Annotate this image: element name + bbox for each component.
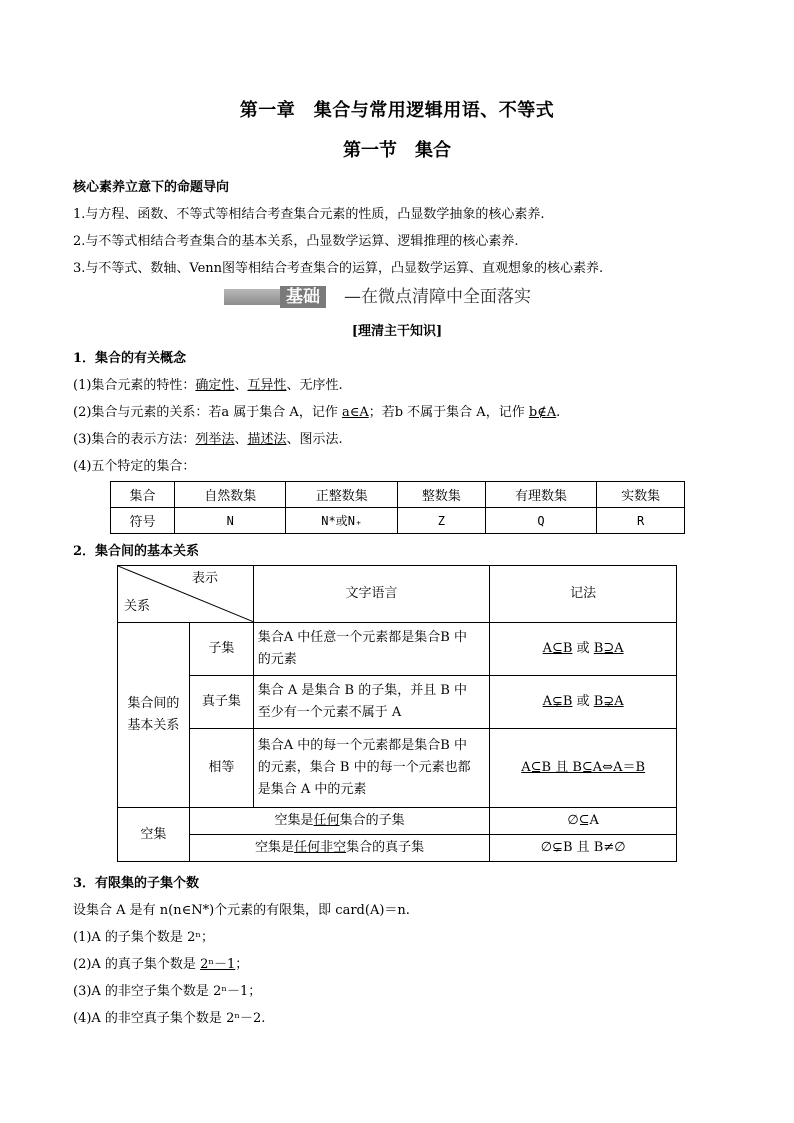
header-top-label: 表示: [192, 571, 219, 586]
set-relations-table: [117, 565, 677, 862]
text: 列举法: [195, 432, 235, 447]
text: 的元素: [257, 652, 297, 667]
banner-bar: [224, 289, 280, 305]
guidance-item-3: 3.与不等式、数轴、Venn图等相结合考查集合的运算，凸显数学运算、直观想象的核心素养.: [73, 261, 604, 276]
table-cell: Z: [397, 508, 485, 534]
text: 任何: [313, 813, 340, 828]
table-cell: 实数集: [597, 482, 685, 508]
s3-title: 3．有限集的子集个数: [73, 876, 200, 891]
text: A⊆B: [542, 641, 573, 656]
table-row: [118, 566, 677, 623]
guidance-item-1: 1.与方程、函数、不等式等相结合考查集合元素的性质，凸显数学抽象的核心素养.: [73, 207, 545, 222]
table-row: [118, 623, 677, 676]
relation-text: [253, 623, 490, 676]
s2-title: 2．集合间的基本关系: [73, 544, 200, 559]
text: 确定性: [195, 378, 235, 393]
empty-set-cell: 空集: [118, 808, 190, 862]
text: 、: [234, 378, 248, 393]
text: 的元素，集合 B 中的每一个元素也都: [257, 760, 471, 775]
text: B⊋A: [593, 694, 624, 709]
relation-name: 子集: [189, 623, 253, 676]
relation-notation: [490, 729, 677, 808]
table-row: [118, 808, 677, 835]
text: ；: [235, 957, 249, 972]
text: 空集是: [274, 813, 314, 828]
knowledge-label: [理清主干知识]: [351, 324, 443, 339]
text: 集合A 中的每一个元素都是集合B 中: [257, 738, 467, 753]
empty-set-text: [189, 808, 489, 835]
empty-set-text: [189, 835, 489, 862]
table-cell: N*或N₊: [286, 508, 398, 534]
text: 集合A 中任意一个元素都是集合B 中: [257, 630, 467, 645]
text: 集合的子集: [339, 813, 405, 828]
text: 集合间的: [127, 696, 180, 711]
text: A⊊B: [542, 694, 573, 709]
relation-notation: [490, 623, 677, 676]
text: 描述法: [247, 432, 287, 447]
table-row: [118, 676, 677, 729]
relation-notation: [490, 676, 677, 729]
text: 空集是: [255, 840, 295, 855]
chapter-title: 第一章 集合与常用逻辑用语、不等式: [239, 100, 555, 121]
section-title: 第一节 集合: [343, 140, 451, 161]
table-row: [118, 835, 677, 862]
text: 任何非空: [294, 840, 347, 855]
banner-subtitle: —在微点清障中全面落实: [344, 287, 531, 307]
table-row: [111, 508, 685, 534]
s1-line-3: [73, 428, 343, 447]
column-header: 记法: [490, 566, 677, 623]
text: 基本关系: [127, 718, 180, 733]
group-cell: [118, 623, 190, 808]
table-cell: N: [174, 508, 286, 534]
s1-line-1: [73, 374, 343, 393]
s1-line-4: (4)五个特定的集合：: [73, 459, 196, 474]
text: 或: [572, 694, 594, 709]
empty-set-notation: ∅⊆A: [490, 808, 677, 835]
s1-line-2: [73, 401, 560, 420]
column-header: 文字语言: [253, 566, 490, 623]
text: (2)A 的真子集个数是: [73, 957, 201, 972]
s3-line-2: [73, 953, 248, 972]
s1-title: 1．集合的有关概念: [73, 351, 187, 366]
s3-intro: 设集合 A 是有 n(n∈N*)个元素的有限集，即 card(A)＝n.: [73, 903, 410, 918]
text: 是集合 A 中的元素: [257, 782, 367, 797]
special-sets-table: [110, 481, 685, 534]
diagonal-header-cell: [118, 566, 254, 623]
text: 、图示法.: [286, 432, 343, 447]
text: 集合的真子集: [346, 840, 425, 855]
banner-key: 基础: [280, 286, 326, 308]
text: 、无序性.: [286, 378, 343, 393]
text: 至少有一个元素不属于 A: [257, 705, 402, 720]
s3-line-4: (4)A 的非空真子集个数是 2ⁿ－2.: [73, 1011, 266, 1026]
text: 2ⁿ－1: [200, 957, 236, 972]
guidance-title: 核心素养立意下的命题导向: [73, 180, 230, 195]
table-cell: 有理数集: [485, 482, 597, 508]
table-cell: R: [597, 508, 685, 534]
table-row: [118, 729, 677, 808]
table-row: [111, 482, 685, 508]
text: 、: [234, 432, 248, 447]
table-cell: 整数集: [397, 482, 485, 508]
table-cell: 正整数集: [286, 482, 398, 508]
s3-line-3: (3)A 的非空子集个数是 2ⁿ－1；: [73, 984, 262, 999]
empty-set-notation: ∅⊊B 且 B≠∅: [490, 835, 677, 862]
table-cell: Q: [485, 508, 597, 534]
relation-text: [253, 729, 490, 808]
guidance-item-2: 2.与不等式相结合考查集合的基本关系，凸显数学运算、逻辑推理的核心素养.: [73, 234, 519, 249]
text: (3)集合的表示方法：: [73, 432, 196, 447]
relation-name: 相等: [189, 729, 253, 808]
table-cell: 集合: [111, 482, 175, 508]
text: 互异性: [247, 378, 287, 393]
relation-text: [253, 676, 490, 729]
text: B⊇A: [593, 641, 624, 656]
table-cell: 符号: [111, 508, 175, 534]
text: ；若b 不属于集合 A，记作: [368, 405, 529, 420]
text: 或: [572, 641, 594, 656]
text: (1)集合元素的特性：: [73, 378, 196, 393]
text: .: [556, 405, 561, 420]
header-bottom-label: 关系: [124, 599, 151, 614]
relation-name: 真子集: [189, 676, 253, 729]
table-cell: 自然数集: [174, 482, 286, 508]
text: b∉A: [528, 405, 557, 420]
s3-line-1: (1)A 的子集个数是 2ⁿ；: [73, 930, 214, 945]
text: 集合 A 是集合 B 的子集，并且 B 中: [257, 683, 468, 698]
text: a∈A: [341, 405, 369, 420]
text: (2)集合与元素的关系：若a 属于集合 A，记作: [73, 405, 342, 420]
text: A⊆B 且 B⊆A⇔A＝B: [521, 760, 646, 775]
